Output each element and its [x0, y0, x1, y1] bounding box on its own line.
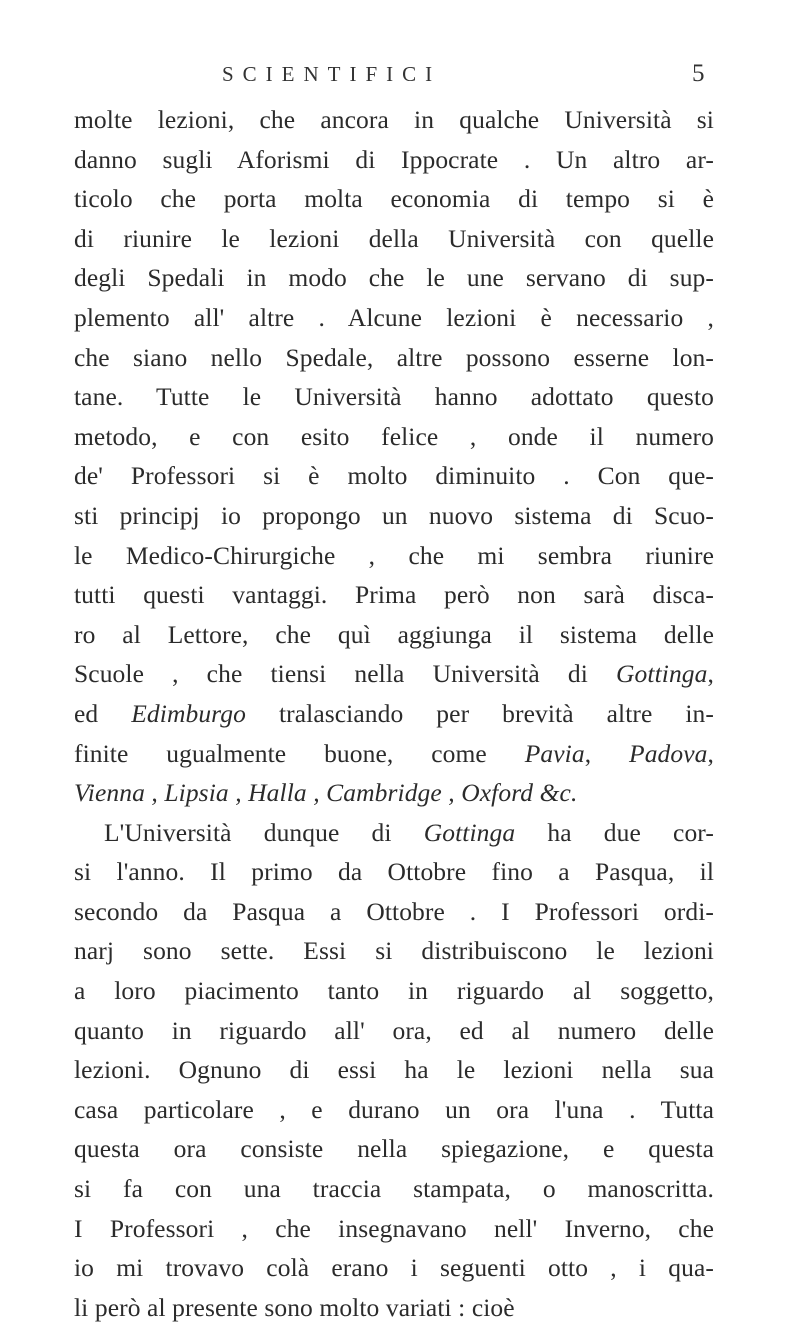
text-line: [74, 140, 714, 180]
text-line: [74, 1209, 714, 1249]
text-run: le Medico-Chirurgiche , che mi sembra riunire: [74, 540, 714, 570]
text-line: [74, 734, 714, 774]
text-line: [74, 338, 714, 378]
text-run: lezioni. Ognuno di essi ha le lezioni nella sua: [74, 1055, 714, 1085]
text-line: [74, 496, 714, 536]
italic-text: Gottinga: [423, 817, 516, 847]
text-line: [74, 258, 714, 298]
page-number: 5: [692, 60, 705, 87]
text-run: sti principj io propongo un nuovo sistema di Scuo-: [74, 500, 714, 530]
text-line: [74, 1288, 714, 1327]
text-run: tralasciando per brevità altre in-: [245, 698, 714, 728]
text-run: di riunire le lezioni della Università con quelle: [74, 223, 714, 253]
text-run: a loro piacimento tanto in riguardo al soggetto,: [74, 976, 714, 1006]
text-run: ed: [74, 698, 132, 728]
italic-text: Gottinga: [616, 659, 708, 689]
text-line: [74, 773, 714, 813]
text-line: [74, 971, 714, 1011]
text-line: [74, 1129, 714, 1169]
text-line: [74, 219, 714, 259]
text-run: ha due cor-: [515, 817, 714, 847]
text-run: narj sono sette. Essi si distribuiscono le lezioni: [74, 936, 714, 966]
text-run: io mi trovavo colà erano i seguenti otto , i qua-: [74, 1253, 714, 1283]
text-line: [74, 417, 714, 457]
text-line: [74, 694, 714, 734]
text-line: [74, 615, 714, 655]
text-line: [74, 1011, 714, 1051]
text-line: [74, 852, 714, 892]
text-line: [74, 1050, 714, 1090]
text-line: [74, 377, 714, 417]
text-run: ,: [707, 659, 714, 689]
text-run: si l'anno. Il primo da Ottobre fino a Pasqua, il: [74, 857, 714, 887]
text-line: [74, 813, 714, 853]
text-run: metodo, e con esito felice , onde il numero: [74, 421, 714, 451]
text-line: [74, 100, 714, 140]
text-run: degli Spedali in modo che le une servano di sup-: [74, 263, 714, 293]
text-run: casa particolare , e durano un ora l'una . Tutta: [74, 1094, 714, 1124]
text-run: tane. Tutte le Università hanno adottato questo: [74, 382, 714, 412]
text-line: [74, 892, 714, 932]
text-run: L'Università dunque di: [104, 817, 424, 847]
running-title: SCIENTIFICI: [222, 62, 442, 86]
text-run: finite ugualmente buone, come: [74, 738, 525, 768]
text-run: che siano nello Spedale, altre possono esserne lon-: [74, 342, 714, 372]
text-run: ticolo che porta molta economia di tempo si è: [74, 184, 714, 214]
text-line: [74, 298, 714, 338]
text-run: molte lezioni, che ancora in qualche Università si: [74, 105, 714, 134]
text-line: [74, 179, 714, 219]
text-line: [74, 1090, 714, 1130]
text-run: secondo da Pasqua a Ottobre . I Professori ordi-: [74, 896, 714, 926]
running-head: [0, 62, 800, 96]
text-line: [74, 1248, 714, 1288]
text-line: [74, 654, 714, 694]
text-run: ro al Lettore, che quì aggiunga il sistema delle: [74, 619, 714, 649]
italic-text: Edimburgo: [131, 698, 246, 728]
text-run: quanto in riguardo all' ora, ed al numero delle: [74, 1015, 714, 1045]
text-run: ,: [707, 738, 715, 768]
text-line: [74, 536, 714, 576]
text-run: questa ora consiste nella spiegazione, e questa: [74, 1134, 714, 1164]
text-line: [74, 456, 714, 496]
text-run: li però al presente sono molto variati : cioè: [74, 1292, 515, 1322]
text-run: plemento all' altre . Alcune lezioni è necessario ,: [74, 302, 714, 332]
text-line: [74, 931, 714, 971]
text-run: de' Professori si è molto diminuito . Con que-: [74, 461, 714, 491]
body-text: [74, 100, 714, 1327]
text-line: [74, 575, 714, 615]
italic-text: Pavia: [524, 738, 585, 768]
text-run: Scuole , che tiensi nella Università di: [74, 659, 617, 689]
italic-text: Padova: [629, 738, 708, 768]
text-run: ,: [584, 738, 630, 768]
text-line: [74, 1169, 714, 1209]
text-run: I Professori , che insegnavano nell' Inverno, che: [74, 1213, 714, 1243]
text-run: tutti questi vantaggi. Prima però non sarà disca-: [74, 580, 714, 610]
text-run: si fa con una traccia stampata, o manoscritta.: [74, 1174, 714, 1204]
text-run: danno sugli Aforismi di Ippocrate . Un altro ar-: [74, 144, 714, 174]
italic-text: Vienna , Lipsia , Halla , Cambridge , Oxford &c.: [74, 778, 578, 808]
